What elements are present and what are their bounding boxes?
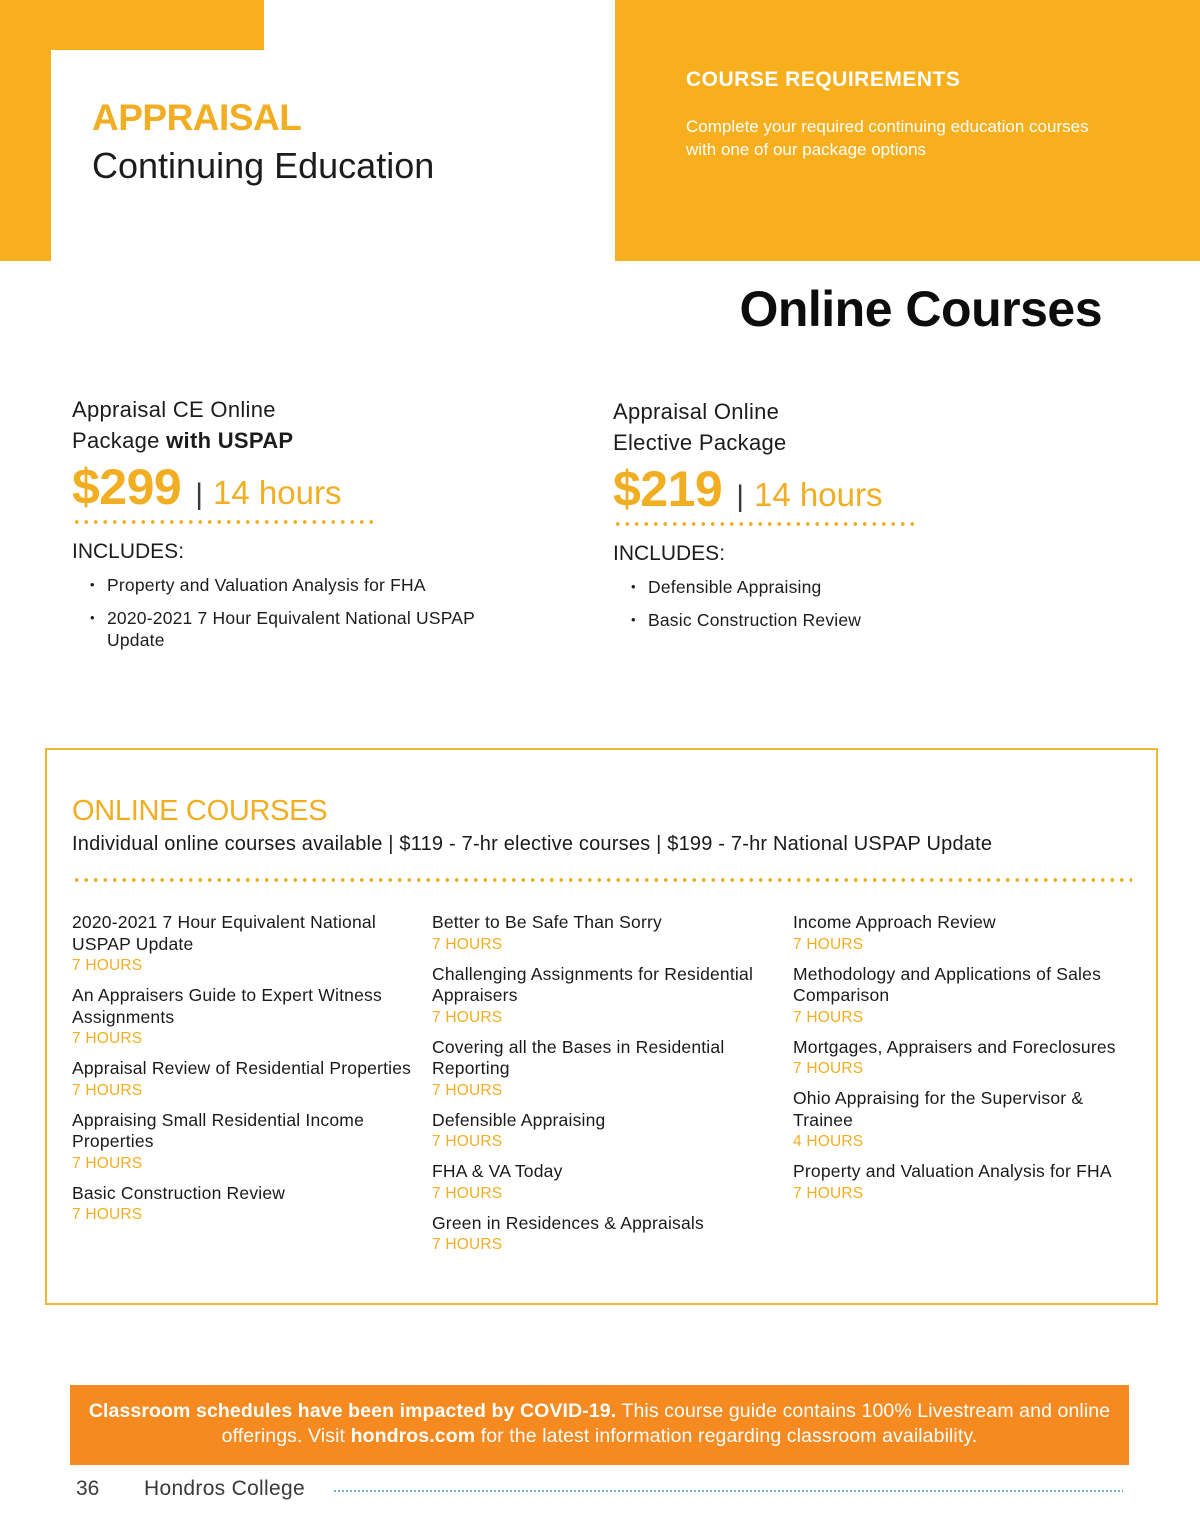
list-item: • Basic Construction Review bbox=[631, 609, 1033, 631]
course-item bbox=[793, 1088, 1138, 1152]
course-hours: 7 HOURS bbox=[72, 957, 143, 974]
package-name bbox=[72, 394, 492, 456]
course-hours: 7 HOURS bbox=[793, 935, 864, 953]
package-name-line2-plain: Package bbox=[72, 428, 167, 453]
course-item bbox=[432, 964, 777, 1028]
package-price-separator: | bbox=[736, 480, 745, 513]
course-column-1 bbox=[72, 912, 417, 1234]
course-hours: 7 HOURS bbox=[793, 1184, 864, 1202]
package-card-uspap bbox=[72, 394, 492, 662]
course-item bbox=[793, 1161, 1138, 1204]
course-item bbox=[793, 912, 1138, 955]
package-price-row bbox=[72, 458, 492, 514]
course-requirements-panel bbox=[615, 0, 1200, 261]
course-item bbox=[72, 985, 417, 1049]
course-name: Challenging Assignments for Residential Appraisers bbox=[432, 963, 754, 1005]
course-hours: 7 HOURS bbox=[72, 1154, 143, 1172]
course-name: Better to Be Safe Than Sorry bbox=[432, 912, 662, 932]
course-name: Defensible Appraising bbox=[432, 1109, 606, 1130]
header-title-block bbox=[92, 98, 434, 188]
list-item: • 2020-2021 7 Hour Equivalent National USPAP Update bbox=[90, 607, 492, 651]
course-hours: 4 HOURS bbox=[793, 1133, 864, 1150]
course-hours: 7 HOURS bbox=[72, 1030, 143, 1047]
package-name-line2 bbox=[72, 425, 492, 456]
course-hours: 7 HOURS bbox=[793, 1060, 864, 1077]
header-subtitle: Continuing Education bbox=[92, 145, 435, 186]
course-name: An Appraisers Guide to Expert Witness Assignments bbox=[72, 985, 382, 1027]
course-name: Basic Construction Review bbox=[72, 1182, 286, 1203]
page-number: 36 bbox=[76, 1477, 100, 1500]
course-name: FHA & VA Today bbox=[432, 1161, 563, 1181]
course-item bbox=[432, 1213, 777, 1256]
course-item bbox=[72, 912, 417, 976]
package-includes-label: INCLUDES: bbox=[613, 542, 726, 565]
course-item bbox=[72, 1058, 417, 1101]
package-card-elective bbox=[613, 396, 1033, 642]
course-name: Methodology and Applications of Sales Comparison bbox=[793, 963, 1102, 1005]
covid-notice-text-2: for the latest information regarding classroom availability. bbox=[475, 1425, 978, 1447]
course-item bbox=[793, 1037, 1138, 1080]
course-hours: 7 HOURS bbox=[793, 1008, 864, 1026]
online-courses-box bbox=[45, 748, 1158, 1305]
package-price: $299 bbox=[72, 459, 182, 515]
course-item bbox=[72, 1110, 417, 1174]
course-hours: 7 HOURS bbox=[432, 1008, 503, 1026]
hondros-link[interactable]: hondros.com bbox=[350, 1425, 476, 1447]
course-item bbox=[432, 1161, 777, 1204]
course-name: 2020-2021 7 Hour Equivalent National USPAP Update bbox=[72, 912, 376, 954]
package-includes-label: INCLUDES: bbox=[72, 540, 185, 563]
package-name-line2-bold: with USPAP bbox=[166, 428, 294, 453]
course-item bbox=[432, 912, 777, 955]
course-hours: 7 HOURS bbox=[432, 1236, 503, 1253]
course-name: Green in Residences & Appraisals bbox=[432, 1212, 704, 1233]
course-column-2 bbox=[432, 912, 777, 1264]
course-name: Income Approach Review bbox=[793, 912, 996, 932]
course-item bbox=[72, 1183, 417, 1226]
package-price: $219 bbox=[613, 461, 723, 517]
dotted-divider bbox=[72, 878, 1132, 882]
package-name-line1: Appraisal Online bbox=[613, 399, 780, 424]
page-title: Online Courses bbox=[739, 281, 1102, 337]
covid-notice-lead: Classroom schedules have been impacted by COVID-19. bbox=[88, 1400, 617, 1422]
course-name: Mortgages, Appraisers and Foreclosures bbox=[793, 1036, 1116, 1057]
covid-notice-banner bbox=[70, 1385, 1129, 1465]
covid-notice-text-1: This course guide contains 100% Livestream and online offerings. Visit bbox=[221, 1400, 1111, 1447]
course-hours: 7 HOURS bbox=[432, 1081, 503, 1099]
course-name: Covering all the Bases in Residential Reporting bbox=[432, 1036, 725, 1078]
header-kicker: APPRAISAL bbox=[92, 97, 302, 138]
package-name-line2: Elective Package bbox=[613, 430, 787, 455]
course-column-3 bbox=[793, 912, 1138, 1213]
footer-dotted-rule bbox=[333, 1490, 1123, 1492]
course-hours: 7 HOURS bbox=[72, 1206, 143, 1223]
course-name: Appraisal Review of Residential Properties bbox=[72, 1058, 412, 1078]
online-courses-subtitle: Individual online courses available | $119 - 7-hr elective courses | $199 - 7-hr National USPAP Update bbox=[72, 833, 993, 855]
course-requirements-text: Complete your required continuing education courses with one of our package options bbox=[686, 117, 1089, 159]
package-includes-list bbox=[72, 574, 492, 651]
package-includes-list bbox=[613, 576, 1033, 631]
course-name: Ohio Appraising for the Supervisor & Trainee bbox=[793, 1088, 1084, 1130]
package-hours: 14 hours bbox=[754, 476, 883, 513]
package-name bbox=[613, 396, 1033, 458]
package-hours: 14 hours bbox=[213, 474, 342, 511]
package-price-row bbox=[613, 460, 1033, 516]
footer-publisher: Hondros College bbox=[144, 1477, 305, 1500]
course-name: Property and Valuation Analysis for FHA bbox=[793, 1161, 1112, 1181]
course-name: Appraising Small Residential Income Properties bbox=[72, 1109, 364, 1151]
online-courses-title: ONLINE COURSES bbox=[72, 795, 328, 827]
package-price-separator: | bbox=[195, 478, 204, 511]
header-accent-strip-left bbox=[0, 0, 51, 261]
course-hours: 7 HOURS bbox=[432, 935, 503, 953]
course-item bbox=[432, 1110, 777, 1153]
course-hours: 7 HOURS bbox=[72, 1081, 143, 1099]
course-hours: 7 HOURS bbox=[432, 1184, 503, 1202]
package-name-line1: Appraisal CE Online bbox=[72, 397, 276, 422]
course-item bbox=[432, 1037, 777, 1101]
course-requirements-title: COURSE REQUIREMENTS bbox=[686, 68, 961, 91]
list-item: • Property and Valuation Analysis for FHA bbox=[90, 574, 492, 596]
course-item bbox=[793, 964, 1138, 1028]
list-item: • Defensible Appraising bbox=[631, 576, 1033, 598]
dotted-divider bbox=[72, 520, 375, 524]
course-hours: 7 HOURS bbox=[432, 1133, 503, 1150]
dotted-divider bbox=[613, 522, 916, 526]
